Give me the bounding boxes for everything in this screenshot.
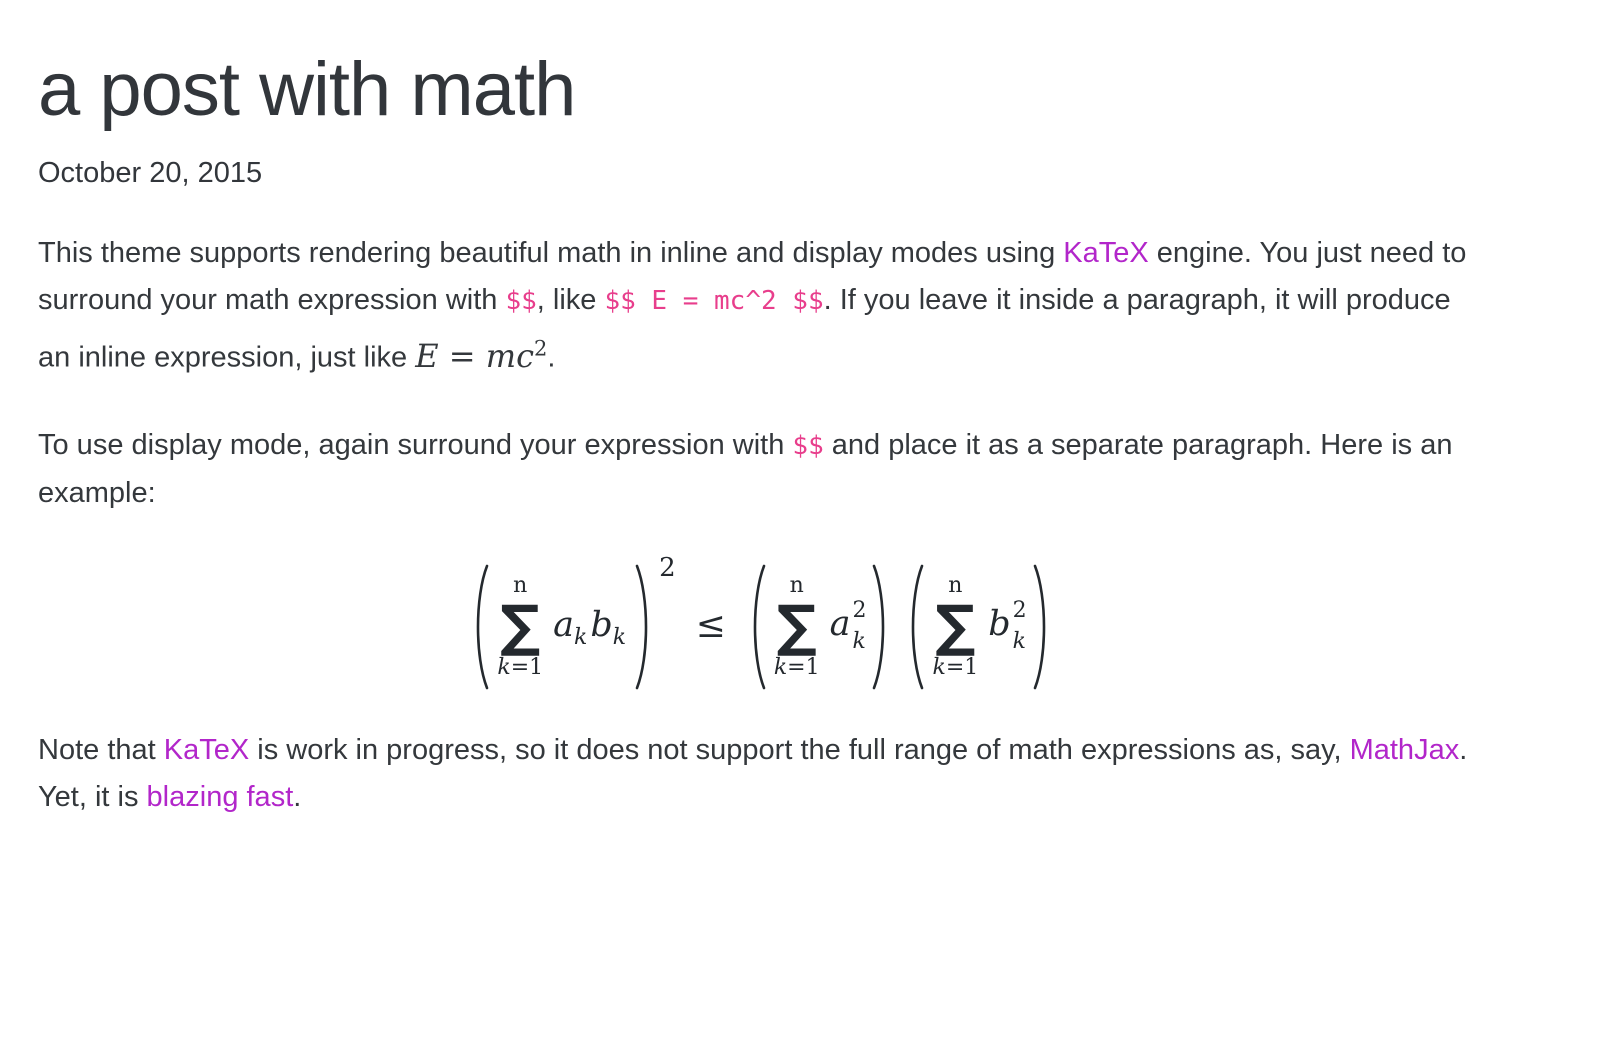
paragraph-text: . Yet, it is: [38, 734, 1468, 814]
paragraph-display-mode: [38, 422, 1484, 517]
sum-lower-limit: k=1: [773, 655, 820, 681]
sum-upper-limit: n: [789, 573, 804, 599]
sum-lower-limit: k=1: [932, 655, 979, 681]
mathjax-link[interactable]: MathJax: [1349, 734, 1460, 767]
page-title: a post with math: [38, 47, 576, 132]
open-paren-icon: [469, 561, 491, 693]
inline-code-dollars: $$: [792, 431, 824, 462]
paragraph-text: .: [293, 781, 302, 814]
math-superscript: 2: [533, 336, 548, 361]
close-paren-icon: [633, 561, 655, 693]
open-paren-icon: [904, 561, 926, 693]
post-content: [0, 46, 1522, 821]
inline-code-dollars: $$: [505, 286, 537, 317]
close-paren-icon: [870, 561, 892, 693]
katex-link[interactable]: KaTeX: [163, 734, 250, 767]
math-var: mc: [485, 337, 534, 376]
paragraph-text: engine. You just need to surround your math expression with: [38, 237, 1467, 317]
math-group-3: [904, 561, 1052, 693]
paragraph-text: . If you leave it inside a paragraph, it will produce an inline expression, just like: [38, 284, 1451, 375]
math-group-1: [469, 561, 655, 693]
less-equal-sign: ≤: [695, 604, 726, 646]
math-term-ak2: a 2 k: [829, 597, 867, 654]
paragraph-text: and place it as a separate paragraph. Here is an example:: [38, 429, 1453, 510]
paragraph-text: To use display mode, again surround your expression with: [38, 429, 793, 462]
summation: [497, 575, 543, 679]
sum-upper-limit: n: [513, 573, 528, 599]
paragraph-text: .: [547, 342, 556, 375]
paragraph-text: is work in progress, so it does not support the full range of math expressions as, say,: [249, 734, 1350, 767]
paragraph-intro: [38, 230, 1484, 382]
paragraph-text: This theme supports rendering beautiful math in inline and display modes using: [38, 237, 1064, 270]
close-paren-icon: [1031, 561, 1053, 693]
math-group-2: [746, 561, 893, 693]
sigma-icon: ∑: [500, 594, 541, 660]
sum-lower-limit: k=1: [497, 655, 544, 681]
math-term-bk2: b 2 k: [988, 597, 1027, 654]
display-math-cauchy-schwarz: [38, 553, 1484, 693]
math-term-akbk: akbk: [553, 604, 627, 650]
post-date: October 20, 2015: [38, 157, 263, 190]
open-paren-icon: [746, 561, 768, 693]
sum-upper-limit: n: [948, 573, 963, 599]
inline-math-emc2: [415, 337, 547, 375]
blazing-fast-link[interactable]: blazing fast: [146, 781, 294, 814]
summation: [932, 575, 978, 679]
math-equals: =: [438, 337, 486, 376]
group-exponent: 2: [659, 553, 676, 584]
sigma-icon: ∑: [935, 594, 976, 660]
paragraph-text: , like: [536, 284, 605, 317]
summation: [774, 575, 820, 679]
katex-link[interactable]: KaTeX: [1063, 237, 1149, 270]
sigma-icon: ∑: [776, 594, 817, 660]
math-var: E: [415, 337, 439, 376]
inline-code-emc2: $$ E = mc^2 $$: [604, 286, 824, 317]
paragraph-note: [38, 727, 1484, 821]
paragraph-text: Note that: [38, 734, 164, 767]
